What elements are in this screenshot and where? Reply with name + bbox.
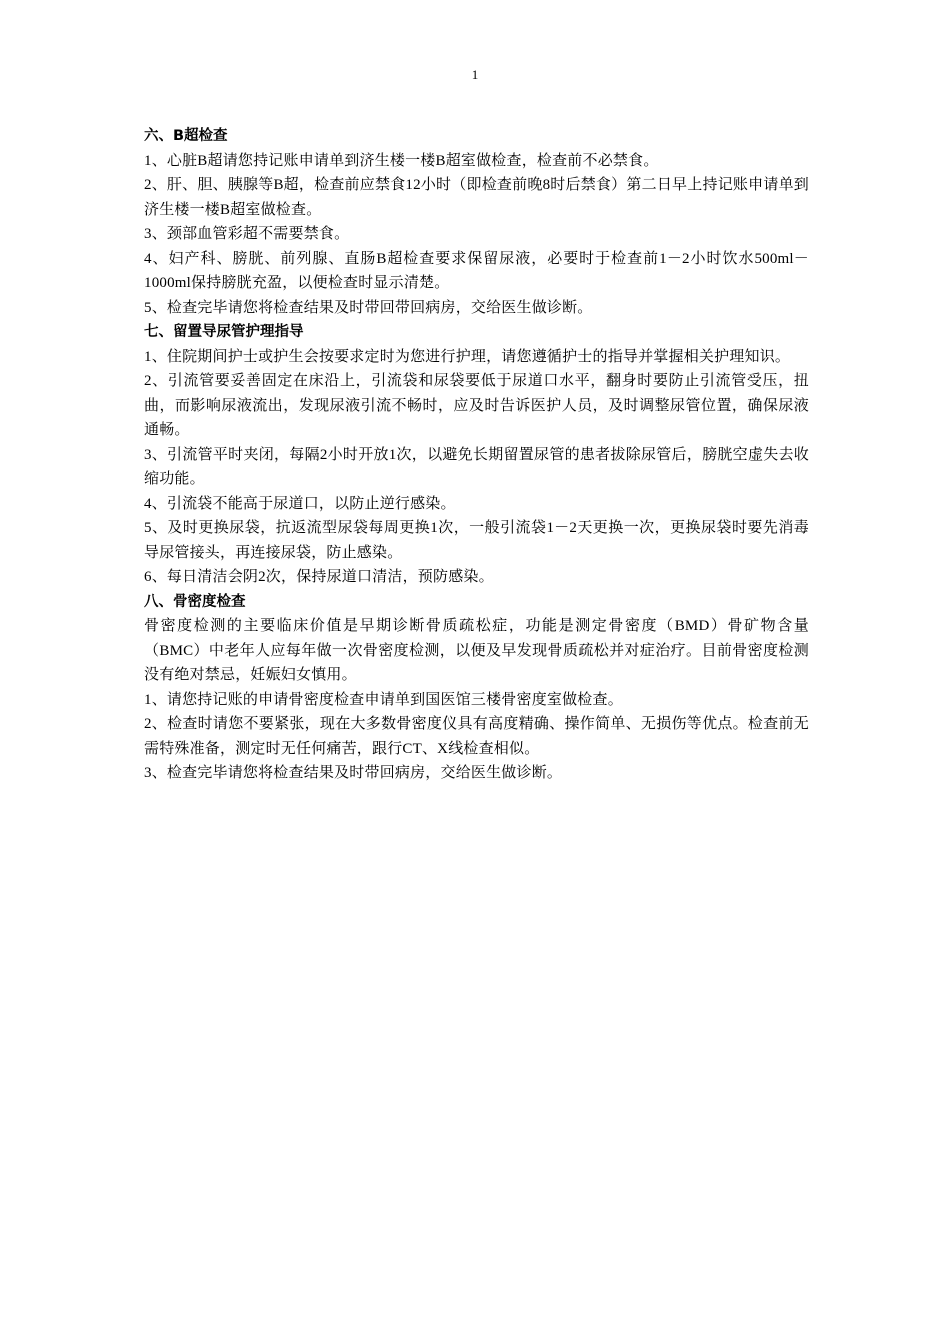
paragraph: 4、妇产科、膀胱、前列腺、直肠B超检查要求保留尿液，必要时于检查前1－2小时饮水500ml－1000ml保持膀胱充盈，以便检查时显示清楚。 [144,250,809,291]
paragraph: 1、住院期间护士或护生会按要求定时为您进行护理，请您遵循护士的指导并掌握相关护理知识。 [144,348,791,365]
paragraph: 5、检查完毕请您将检查结果及时带回带回病房，交给医生做诊断。 [144,299,593,316]
paragraph: 6、每日清洁会阴2次，保持尿道口清洁，预防感染。 [144,569,494,585]
paragraph: 4、引流袋不能高于尿道口，以防止逆行感染。 [144,495,456,512]
section-bone-density [144,590,809,786]
section-catheter-care [144,320,809,590]
paragraph: 2、引流管要妥善固定在床沿上，引流袋和尿袋要低于尿道口水平，翻身时要防止引流管受压，扭曲，而影响尿液流出，发现尿液引流不畅时，应及时告诉医护人员，及时调整尿管位置，确保尿液通畅。 [144,373,809,438]
section-heading: 八、骨密度检查 [144,593,246,610]
section-heading: 六、B超检查 [144,128,228,144]
paragraph: 1、请您持记账的申请骨密度检查申请单到国医馆三楼骨密度室做检查。 [144,691,623,708]
paragraph: 骨密度检测的主要临床价值是早期诊断骨质疏松症，功能是测定骨密度（BMD）骨矿物含量（BMC）中老年人应每年做一次骨密度检测，以便及早发现骨质疏松并对症治疗。目前骨密度检测没有绝对禁忌，妊娠妇女慎用。 [144,618,809,683]
paragraph: 2、肝、胆、胰腺等B超，检查前应禁食12小时（即检查前晚8时后禁食）第二日早上持记账申请单到济生楼一楼B超室做检查。 [144,177,809,218]
page-number: 1 [471,67,479,82]
section-b-ultrasound [144,124,809,320]
paragraph: 5、及时更换尿袋，抗返流型尿袋每周更换1次，一般引流袋1－2天更换一次，更换尿袋时要先消毒导尿管接头，再连接尿袋，防止感染。 [144,520,809,561]
paragraph: 1、心脏B超请您持记账申请单到济生楼一楼B超室做检查，检查前不必禁食。 [144,152,659,169]
paragraph: 3、颈部血管彩超不需要禁食。 [144,226,350,242]
document-body [144,124,809,786]
paragraph: 3、引流管平时夹闭，每隔2小时开放1次，以避免长期留置尿管的患者拔除尿管后，膀胱空虚失去收缩功能。 [144,446,809,487]
paragraph: 2、检查时请您不要紧张，现在大多数骨密度仪具有高度精确、操作简单、无损伤等优点。检查前无需特殊准备，测定时无任何痛苦，跟行CT、X线检查相似。 [144,716,809,757]
section-heading: 七、留置导尿管护理指导 [144,324,304,340]
paragraph: 3、检查完毕请您将检查结果及时带回病房，交给医生做诊断。 [144,765,563,781]
